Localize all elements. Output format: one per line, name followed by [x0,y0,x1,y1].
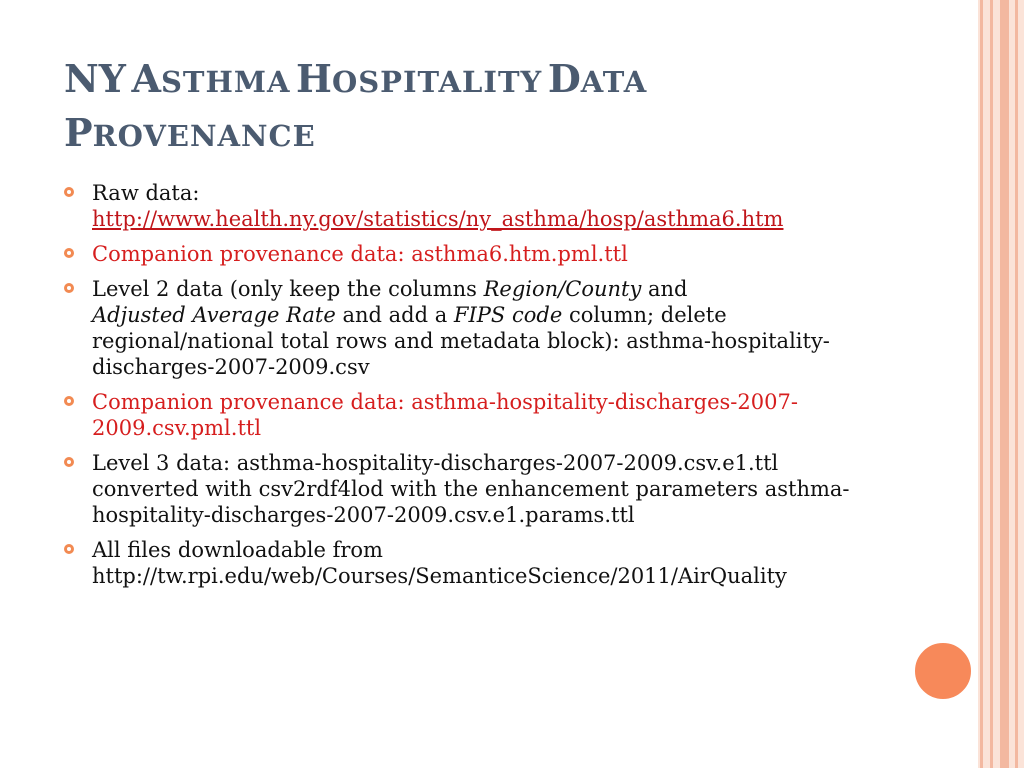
bullet-level-2 [64,276,874,380]
decor-circle [912,640,974,702]
downloads-label: All files downloadable from [92,538,383,562]
bullet-raw-data [64,180,874,232]
level-2-em-rate: Adjusted Average Rate [92,303,336,327]
bullet-icon [64,283,74,293]
bullet-icon [64,248,74,258]
level-2-text-1: Level 2 data (only keep the columns [92,277,484,301]
bullet-icon [64,544,74,554]
companion-2-text: Companion provenance data: asthma-hospitality-discharges-2007-2009.csv.pml.ttl [92,390,798,440]
downloads-url: http://tw.rpi.edu/web/Courses/SemanticeScience/2011/AirQuality [92,564,787,588]
level-2-text-2: and [641,277,688,301]
decor-stripe-3 [1000,0,1009,768]
raw-data-label: Raw data: [92,181,200,205]
level-3-text: Level 3 data: asthma-hospitality-discharges-2007-2009.csv.e1.ttl converted with csv2rdf4lod with the enhancement parameters asthma-hospitality-discharges-2007-2009.csv.e1.params.ttl [92,451,850,527]
decor-stripe-4 [1015,0,1018,768]
bullet-level-3 [64,450,874,528]
bullet-companion-2 [64,389,874,441]
bullet-downloads [64,537,874,589]
title-line-1: NY ASTHMA HOSPITALITY DATA [64,56,648,101]
level-2-em-region: Region/County [483,277,642,301]
bullet-icon [64,457,74,467]
level-2-em-fips: FIPS code [453,303,563,327]
companion-1-text: Companion provenance data: asthma6.htm.pml.ttl [92,242,628,266]
decor-stripe-1 [980,0,983,768]
raw-data-link[interactable]: http://www.health.ny.gov/statistics/ny_asthma/hosp/asthma6.htm [92,207,784,231]
bullet-companion-1 [64,241,874,267]
slide-title [64,56,904,164]
bullet-list [64,180,874,598]
bullet-icon [64,187,74,197]
title-line-2: PROVENANCE [64,110,316,155]
bullet-icon [64,396,74,406]
decor-stripe-2 [990,0,993,768]
level-2-text-3: and add a [335,303,454,327]
level-2-text-4: column; delete regional/national total rows and metadata block): asthma-hospitality-discharges-2007-2009.csv [92,303,830,379]
